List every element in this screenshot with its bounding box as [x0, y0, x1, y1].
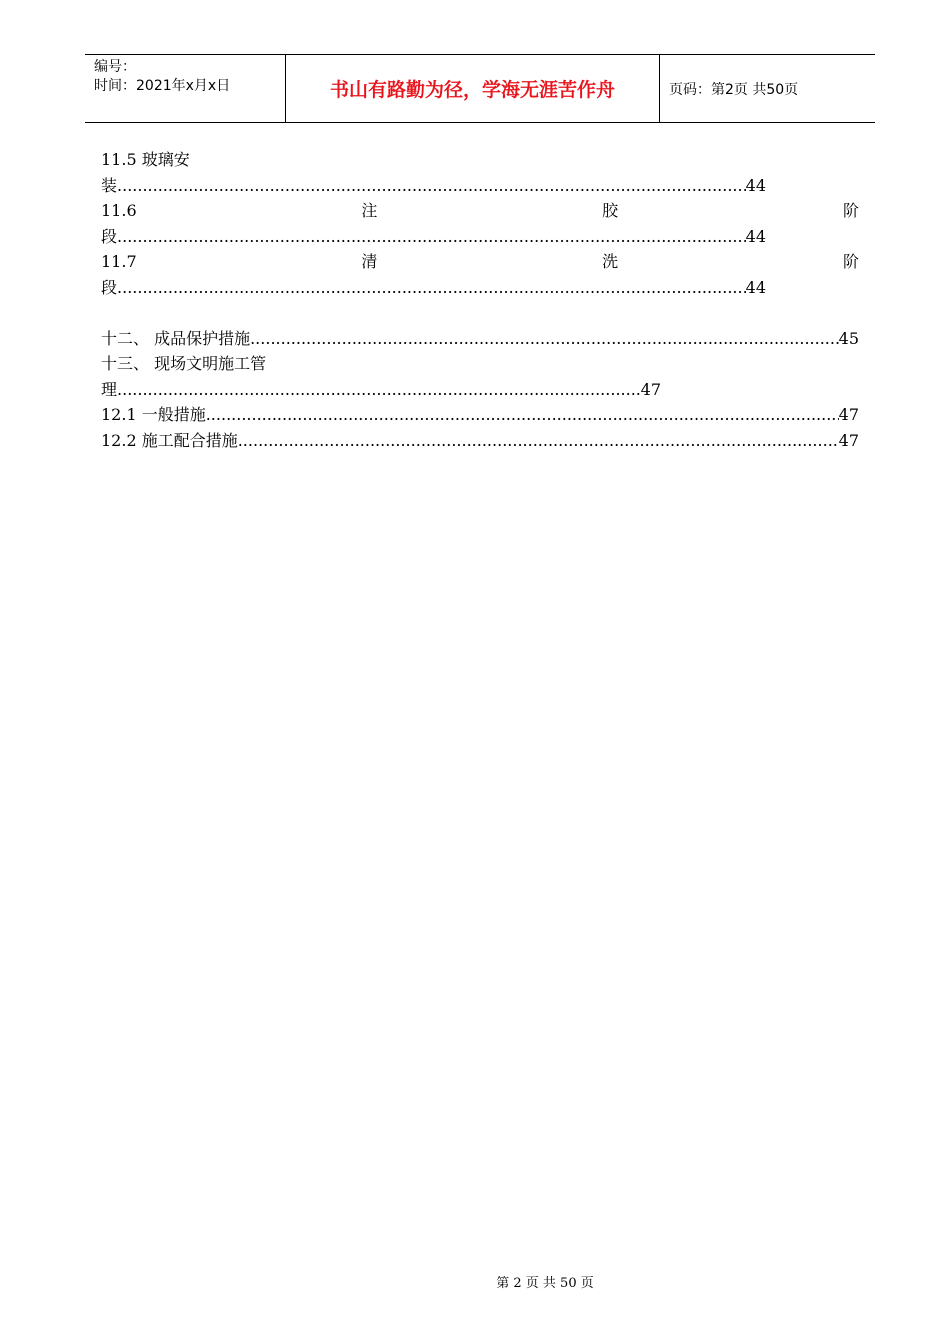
toc-dot-leader	[117, 224, 746, 250]
toc-entry-part: 洗	[602, 252, 619, 271]
toc-entry-part: 胶	[602, 201, 619, 220]
toc-entry-part: 11.6	[101, 201, 137, 220]
toc-entry-page: 44	[745, 226, 766, 246]
toc-entry-page: 47	[640, 379, 661, 399]
toc-dot-leader	[238, 428, 839, 454]
footer-page-number: 第 2 页 共 50 页	[496, 1276, 594, 1291]
document-date-label: 时间：2021年x月x日	[94, 78, 231, 94]
header-meta-cell	[85, 55, 286, 122]
toc-entry-part: 阶	[842, 252, 859, 271]
header-motto-cell	[286, 55, 660, 122]
toc-entry-title: 11.5 玻璃安	[101, 150, 190, 169]
toc-entry-leader-line[interactable]	[101, 326, 859, 352]
toc-entry-page: 47	[838, 430, 859, 450]
toc-entry-leader-line[interactable]	[101, 224, 766, 250]
toc-entry-tail: 装	[101, 175, 118, 195]
header-motto: 书山有路勤为径，学海无涯苦作舟	[329, 79, 615, 101]
header-page-info: 页码：第2页 共50页	[669, 81, 799, 98]
toc-entry-part: 11.7	[101, 252, 137, 271]
toc-dot-leader	[117, 377, 641, 403]
toc-entry-part: 阶	[842, 201, 859, 220]
toc-dot-leader	[206, 402, 839, 428]
toc-entry-title-line	[101, 351, 859, 377]
toc-entry-part: 清	[361, 252, 378, 271]
document-number-label: 编号：	[94, 59, 136, 75]
toc-entry-leader-line[interactable]	[101, 275, 766, 301]
toc-entry-title-line	[101, 249, 859, 275]
header-table	[85, 54, 875, 123]
toc-entry-title: 十二、 成品保护措施	[101, 328, 251, 348]
table-of-contents	[101, 147, 859, 453]
toc-dot-leader	[117, 275, 746, 301]
toc-dot-leader	[250, 326, 839, 352]
toc-entry-tail: 段	[101, 226, 118, 246]
toc-entry-tail: 理	[101, 379, 118, 399]
toc-entry-leader-line[interactable]	[101, 402, 859, 428]
header-page-cell	[660, 55, 875, 122]
toc-dot-leader	[117, 173, 746, 199]
toc-entry-title: 12.2 施工配合措施	[101, 430, 238, 450]
toc-entry-leader-line[interactable]	[101, 428, 859, 454]
toc-entry-title: 十三、 现场文明施工管	[101, 354, 267, 373]
toc-entry-title: 12.1 一般措施	[101, 405, 206, 424]
toc-entry-title-line	[101, 147, 859, 173]
toc-entry-page: 45	[838, 328, 859, 348]
toc-entry-page: 44	[745, 175, 766, 195]
toc-entry-page: 47	[838, 405, 859, 424]
toc-entry-title-line	[101, 198, 859, 224]
page-footer	[0, 1272, 950, 1291]
toc-entry-part: 注	[361, 201, 378, 220]
toc-entry-leader-line[interactable]	[101, 173, 766, 199]
toc-spacer	[101, 300, 859, 326]
toc-entry-tail: 段	[101, 277, 118, 297]
toc-entry-leader-line[interactable]	[101, 377, 661, 403]
toc-entry-page: 44	[745, 277, 766, 297]
